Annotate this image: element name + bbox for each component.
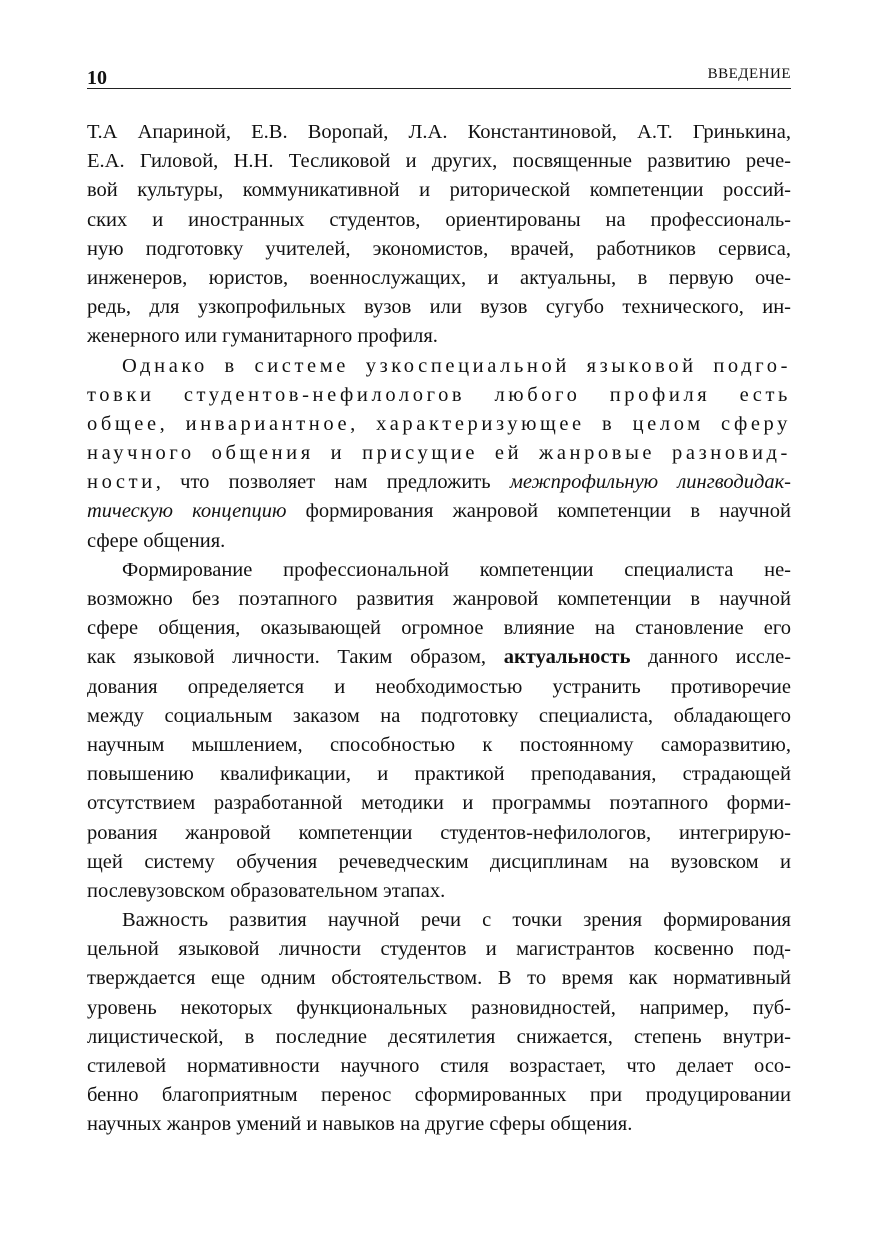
text-line: женерного или гуманитарного профиля.	[87, 325, 438, 348]
text-line: инженеров, юристов, военнослужащих, и актуальны, в первую оче-	[87, 266, 791, 289]
text-line: редь, для узкопрофильных вузов или вузов сугубо технического, ин-	[87, 296, 791, 319]
italic-term: межпрофильную лингводидак-	[509, 471, 791, 494]
paragraph	[87, 556, 791, 906]
italic-term: тическую концепцию	[87, 500, 287, 523]
text-segment: данного иссле-	[630, 646, 791, 669]
text-line: между социальным заказом на подготовку специалиста, обладающего	[87, 704, 791, 727]
paragraph	[87, 906, 791, 1140]
page-number: 10	[87, 67, 107, 89]
text-line: уровень некоторых функциональных разновидностей, например, пуб-	[87, 996, 791, 1019]
text-line: научного общения и присущие ей жанровые разновид-	[87, 442, 791, 465]
text-line: тверждается еще одним обстоятельством. В то время как нормативный	[87, 967, 791, 990]
text-line: Однако в системе узкоспециальной языковой подго-	[122, 354, 791, 377]
page-header	[87, 60, 791, 89]
spaced-text: ности	[87, 471, 156, 494]
text-line: Т.А Апариной, Е.В. Воропай, Л.А. Константиновой, А.Т. Гринькина,	[87, 121, 791, 143]
text-line: научным мышлением, способностью к постоянному саморазвитию,	[87, 733, 791, 756]
main-text	[87, 118, 791, 1140]
text-line: дования определяется и необходимостью устранить противоречие	[87, 675, 791, 698]
text-line: вой культуры, коммуникативной и риторической компетенции россий-	[87, 179, 791, 202]
text-line	[87, 497, 791, 526]
text-line: цельной языковой личности студентов и магистрантов косвенно под-	[87, 938, 791, 961]
text-line: сфере общения.	[87, 529, 226, 552]
text-line: ских и иностранных студентов, ориентированы на профессиональ-	[87, 208, 791, 231]
text-line: лицистической, в последние десятилетия снижается, степень внутри-	[87, 1025, 791, 1048]
running-title: ВВЕДЕНИЕ	[707, 66, 791, 82]
text-line: повышению квалификации, и практикой преподавания, страдающей	[87, 763, 791, 786]
text-segment: , что позволяет нам предложить	[155, 471, 510, 494]
text-line: щей систему обучения речеведческим дисциплинам на вузовском и	[87, 850, 791, 873]
text-line	[87, 643, 791, 672]
text-line: общее, инвариантное, характеризующее в целом сферу	[87, 412, 791, 435]
text-line: Формирование профессиональной компетенции специалиста не-	[122, 558, 791, 581]
text-line: товки студентов-нефилологов любого профиля есть	[87, 383, 791, 406]
text-line: отсутствием разработанной методики и программы поэтапного форми-	[87, 792, 791, 815]
text-line: научных жанров умений и навыков на другие сферы общения.	[87, 1113, 633, 1136]
text-line	[87, 468, 791, 497]
text-line: Важность развития научной речи с точки зрения формирования	[122, 909, 791, 932]
paragraph	[87, 352, 791, 556]
text-line: бенно благоприятным перенос сформированных при продуцировании	[87, 1084, 791, 1107]
paragraph	[87, 118, 791, 352]
text-line: ную подготовку учителей, экономистов, врачей, работников сервиса,	[87, 237, 791, 260]
text-line: послевузовском образовательном этапах.	[87, 879, 446, 902]
text-line: сфере общения, оказывающей огромное влияние на становление его	[87, 617, 791, 640]
text-line: стилевой нормативности научного стиля возрастает, что делает осо-	[87, 1055, 791, 1077]
bold-term: актуальность	[503, 646, 631, 669]
text-segment: формирования жанровой компетенции в научной	[286, 500, 791, 523]
text-line: возможно без поэтапного развития жанровой компетенции в научной	[87, 588, 791, 610]
text-line: рования жанровой компетенции студентов-нефилологов, интегрирую-	[87, 821, 791, 844]
text-segment: как языковой личности. Таким образом,	[87, 646, 504, 669]
text-line: Е.А. Гиловой, Н.Н. Тесликовой и других, посвященные развитию рече-	[87, 150, 791, 173]
